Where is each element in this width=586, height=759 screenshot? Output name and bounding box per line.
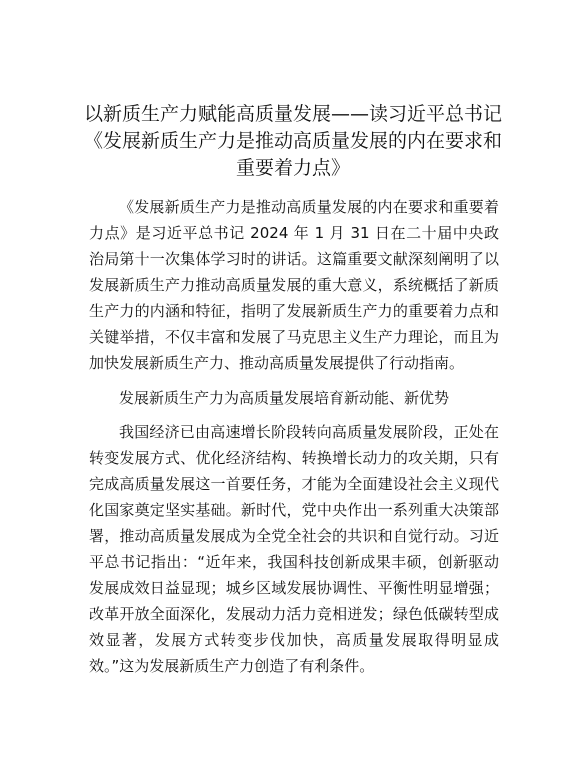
paragraph-section-1: 我国经济已由高速增长阶段转向高质量发展阶段，正处在转变发展方式、优化经济结构、转换增长动力的攻关期，只有完成高质量发展这一首要任务，才能为全面建设社会主义现代化国家奠定坚实基础。新时代，党中央作出一系列重大决策部署，推动高质量发展成为全党全社会的共识和自觉行动。习近平总书记指出：“近年来，我国科技创新成果丰硕，创新驱动发展成效日益显现；城乡区域发展协调性、平衡性明显增强；改革开放全面深化，发展动力活力竞相迸发；绿色低碳转型成效显著，发展方式转变步伐加快，高质量发展取得明显成效。”这为发展新质生产力创造了有利条件。 [89,423,499,675]
paragraph-intro: 《发展新质生产力是推动高质量发展的内在要求和重要着力点》是习近平总书记 2024 年 1 月 31 日在二十届中央政治局第十一次集体学习时的讲话。这篇重要文献深刻阐明了以发展新质生产力推动高质量发展的重大意义，系统概括了新质生产力的内涵和特征，指明了发展新质生产力的重要着力点和关键举措，不仅丰富和发展了马克思主义生产力理论，而且为加快发展新质生产力、推动高质量发展提供了行动指南。 [89,198,499,372]
document-title: 以新质生产力赋能高质量发展——读习近平总书记《发展新质生产力是推动高质量发展的内在要求和重要着力点》 [83,103,502,179]
section-subheading: 发展新质生产力为高质量发展培育新动能、新优势 [119,389,450,407]
